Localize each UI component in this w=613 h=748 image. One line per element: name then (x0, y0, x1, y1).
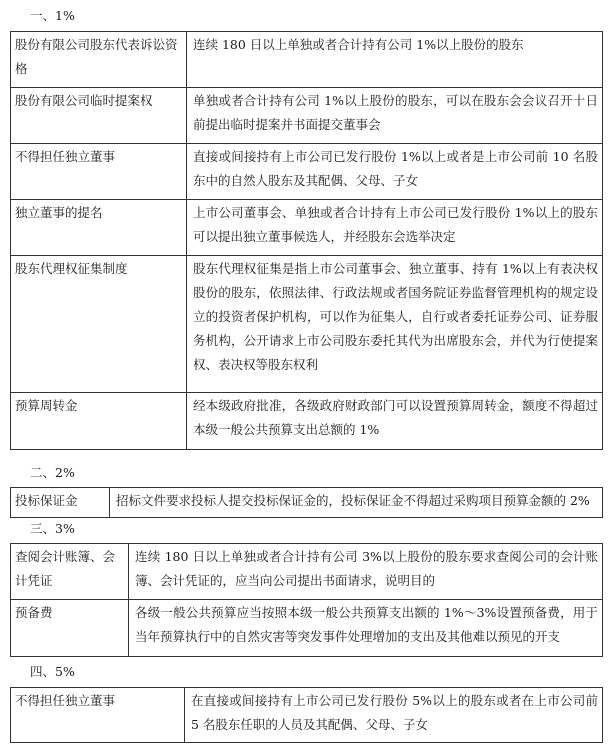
row-term: 独立董事的提名 (11, 200, 187, 256)
row-term: 不得担任独立董事 (11, 144, 187, 200)
row-term: 投标保证金 (11, 488, 110, 518)
table-5pct (10, 687, 603, 743)
table-2pct (10, 487, 603, 518)
section-heading-3: 三、3% (30, 521, 75, 536)
row-desc: 经本级政府批准，各级政府财政部门可以设置预算周转金，额度不得超过本级一般公共预算支出总额的 1% (187, 393, 603, 450)
table-row (11, 256, 603, 393)
row-term: 查阅会计账簿、会计凭证 (11, 544, 129, 600)
row-desc: 招标文件要求投标人提交投标保证金的，投标保证金不得超过采购项目预算金额的 2% (110, 488, 603, 518)
row-desc: 在直接或间接持有上市公司已发行股份 5%以上的股东或者在上市公司前 5 名股东任职的人员及其配偶、父母、子女 (185, 688, 603, 743)
table-row (11, 88, 603, 144)
table-row (11, 393, 603, 450)
table-row (11, 488, 603, 518)
table-row (11, 600, 603, 657)
table-row (11, 32, 603, 88)
section-heading-4: 四、5% (30, 664, 75, 679)
table-1pct (10, 31, 603, 450)
row-desc: 股东代理权征集是指上市公司董事会、独立董事、持有 1%以上有表决权股份的股东，依照法律、行政法规或者国务院证券监督管理机构的规定设立的投资者保护机构，可以作为征集人，自行或者委托证券公司、证券服务机构，公开请求上市公司股东委托其代为出席股东会，并代为行使提案权、表决权等股东权利 (187, 256, 603, 393)
section-heading-1: 一、1% (30, 8, 75, 23)
row-term: 不得担任独立董事 (11, 688, 185, 743)
table-row (11, 200, 603, 256)
row-desc: 连续 180 日以上单独或者合计持有公司 1%以上股份的股东 (187, 32, 603, 88)
row-term: 股东代理权征集制度 (11, 256, 187, 393)
row-term: 股份有限公司股东代表诉讼资格 (11, 32, 187, 88)
row-desc: 单独或者合计持有公司 1%以上股份的股东，可以在股东会会议召开十日前提出临时提案并书面提交董事会 (187, 88, 603, 144)
row-desc: 各级一般公共预算应当按照本级一般公共预算支出额的 1%～3%设置预备费，用于当年预算执行中的自然灾害等突发事件处理增加的支出及其他难以预见的开支 (129, 600, 603, 657)
section-heading-2: 二、2% (30, 465, 75, 480)
table-row (11, 144, 603, 200)
table-3pct (10, 543, 603, 657)
row-desc: 连续 180 日以上单独或者合计持有公司 3%以上股份的股东要求查阅公司的会计账簿、会计凭证的，应当向公司提出书面请求，说明目的 (129, 544, 603, 600)
row-term: 预算周转金 (11, 393, 187, 450)
row-desc: 直接或间接持有上市公司已发行股份 1%以上或者是上市公司前 10 名股东中的自然人股东及其配偶、父母、子女 (187, 144, 603, 200)
row-term: 股份有限公司临时提案权 (11, 88, 187, 144)
table-row (11, 688, 603, 743)
row-desc: 上市公司董事会、单独或者合计持有上市公司已发行股份 1%以上的股东可以提出独立董事候选人，并经股东会选举决定 (187, 200, 603, 256)
row-term: 预备费 (11, 600, 129, 657)
table-row (11, 544, 603, 600)
